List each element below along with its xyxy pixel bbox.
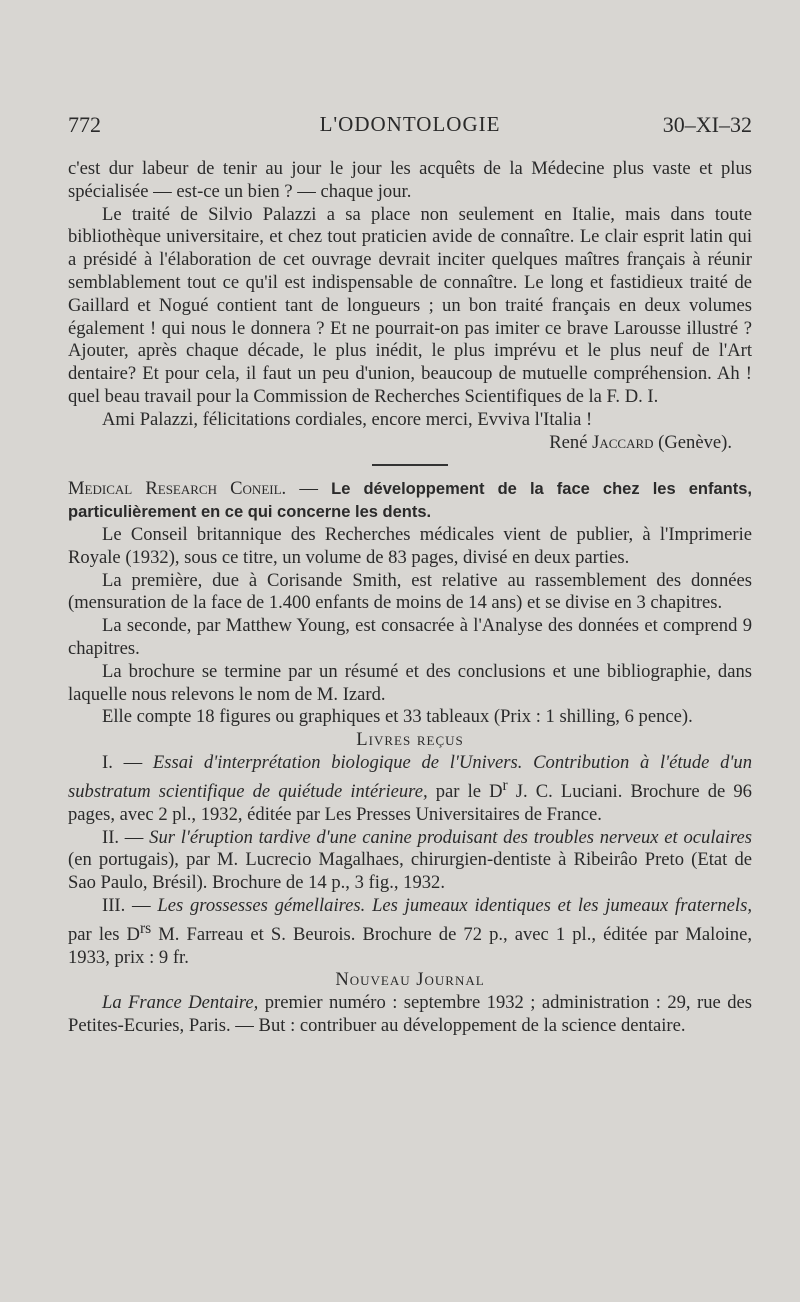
livre-1-author-a: par le D (427, 780, 503, 802)
review-paragraph-2: Le traité de Silvio Palazzi a sa place non seulement en Italie, mais dans toute bibliothèque universitaire, et chez tout praticien avide de connaître. Le clair esprit latin qui a présidé à l'élaboration de cet ouvrage devrait inciter quelques maîtres français à réunir semblablement tout ce qu'il est indispensable de connaître. Le long et fastidieux traité de Gaillard et Nogué contient tant de longueurs ; un bon traité français en deux volumes également ! qui nous le donnera ? Et ne pourrait-on pas imiter ce brave Larousse illustré ? Ajouter, après chaque décade, le plus inédit, le plus imprévu et le plus neuf de l'Art dentaire? Et pour cela, il faut un peu d'union, beaucoup de mutuelle compréhension. Ah ! quel beau travail pour la Commission de Recherches Scientifiques de la F. D. I. (68, 203, 752, 407)
mrc-title: Le développement de la face chez les enfants, particulièrement en ce qui concerne les dents. (68, 480, 752, 522)
section-divider (372, 464, 448, 466)
signature-place: (Genève). (653, 431, 732, 453)
review-signature (68, 432, 752, 455)
journal-details: premier numéro : septembre 1932 ; administration : 29, rue des Petites-Ecuries, Paris. — But : contribuer au développement de la science dentaire. (68, 992, 752, 1037)
page-body (68, 158, 752, 1038)
review-paragraph-3: Ami Palazzi, félicitations cordiales, encore merci, Evviva l'Italia ! (102, 408, 593, 430)
livre-item-3 (68, 895, 752, 970)
livre-1-author-b: J. C. Luciani. Brochure de 96 pages, avec 2 pl., 1932, éditée par Les Presses Universitaires de France. (68, 780, 752, 825)
review-paragraph-1: c'est dur labeur de tenir au jour le jour les acquêts de la Médecine plus vaste et plus spécialisée — est-ce un bien ? — chaque jour. (68, 158, 752, 202)
livre-item-1 (68, 752, 752, 827)
journal-name: La France Dentaire, (102, 992, 259, 1014)
mrc-dash: — (286, 478, 332, 500)
journal-title: L'ODONTOLOGIE (319, 112, 501, 136)
livre-3-number: III. — (102, 894, 158, 916)
livre-1-number: I. — (102, 751, 153, 773)
mrc-source: Medical Research Coneil. (68, 478, 287, 500)
page-number: 772 (68, 112, 101, 137)
mrc-paragraph-3: La seconde, par Matthew Young, est consacrée à l'Analyse des données et comprend 9 chapitres. (68, 615, 752, 659)
running-header (68, 112, 752, 142)
livre-2-title: Sur l'éruption tardive d'une canine produisant des troubles nerveux et oculaires (149, 826, 752, 848)
signature-first-name: René (549, 431, 593, 453)
livre-3-title: Les grossesses gémellaires. Les jumeaux identiques et les jumeaux fraternels, (157, 894, 752, 916)
mrc-paragraph-2: La première, due à Corisande Smith, est relative au rassemblement des données (mensuration de la face de 1.400 enfants de moins de 14 ans) et se divise en 3 chapitres. (68, 569, 752, 614)
mrc-heading (68, 478, 752, 524)
mrc-paragraph-4: La brochure se termine par un résumé et des conclusions et une bibliographie, dans laquelle nous relevons le nom de M. Izard. (68, 660, 752, 705)
livre-1-title: Essai d'interprétation biologique de l'Univers. Contribution à l'étude d'un substratum scientifique de quiétude intérieure, (68, 751, 752, 802)
livre-3-sup: rs (139, 919, 152, 937)
livre-1-sup: r (502, 776, 508, 794)
signature-last-name: Jaccard (592, 431, 654, 453)
livre-3-author-a: par les D (68, 923, 140, 945)
issue-date: 30–XI–32 (662, 112, 752, 137)
journal-heading: Nouveau Journal (335, 969, 485, 991)
livre-item-2 (68, 827, 752, 895)
mrc-paragraph-1: Le Conseil britannique des Recherches médicales vient de publier, à l'Imprimerie Royale (1932), sous ce titre, un volume de 83 pages, divisé en deux parties. (68, 523, 752, 568)
mrc-paragraph-5: Elle compte 18 figures ou graphiques et 33 tableaux (Prix : 1 shilling, 6 pence). (102, 706, 693, 728)
journal-paragraph (68, 992, 752, 1038)
livre-3-author-b: M. Farreau et S. Beurois. Brochure de 72 p., avec 1 pl., éditée par Maloine, 1933, prix : 9 fr. (68, 923, 752, 968)
livre-2-number: II. — (102, 826, 150, 848)
livre-2-details: (en portugais), par M. Lucrecio Magalhaes, chirurgien-dentiste à Ribeirâo Preto (Etat de Sao Paulo, Brésil). Brochure de 14 p., 3 fig., 1932. (68, 849, 752, 894)
livres-heading: Livres reçus (356, 729, 464, 751)
